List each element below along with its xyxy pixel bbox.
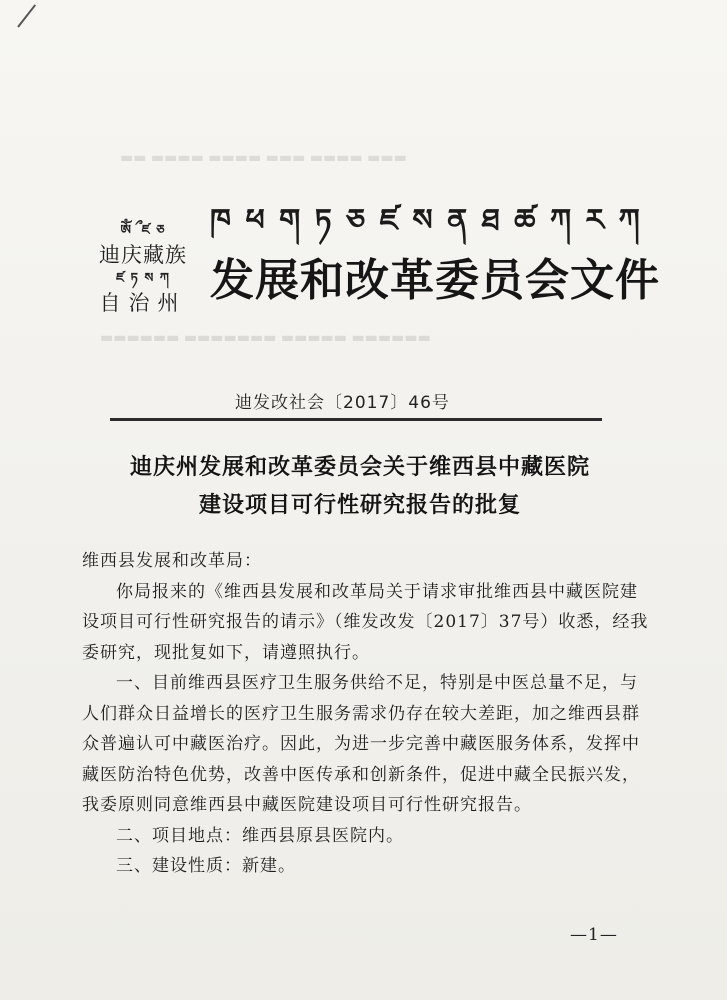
issuer-name-block (95, 222, 191, 318)
header-divider (110, 418, 602, 421)
document-title: 发展和改革委员会文件 (210, 255, 660, 306)
issuer-name-line1: 迪庆藏族 (99, 243, 187, 267)
paragraph-1: 你局报来的《维西县发展和改革局关于请求审批维西县中藏医院建设项目可行性研究报告的请示》（维发改发〔2017〕37号）收悉，经我委研究，现批复如下，请遵照执行。 (82, 581, 649, 663)
document-header (210, 196, 660, 312)
paragraph-3: 二、项目地点：维西县原县医院内。 (116, 825, 404, 846)
paragraph-2: 一、目前维西县医疗卫生服务供给不足，特别是中医总量不足，与人们群众日益增长的医疗卫生服务需求仍存在较大差距，加之维西县群众普遍认可中藏医治疗。因此，为进一步完善中藏医服务体系，发挥中藏医防治特色优势，改善中医传承和创新条件，促进中藏全民振兴发，我委原则同意维西县中藏医院建设项目可行性研究报告。 (82, 673, 640, 815)
document-body (82, 546, 652, 882)
issuer-tibetan-line1: ༀ ྀ ཛ ཅ (120, 223, 166, 238)
paragraph-4: 三、建设性质：新建。 (116, 856, 296, 876)
bleed-through-texture: ▬▬ ▬▬▬▬ ▬▬▬▬ ▬▬▬ ▬▬▬▬ ▬▬▬ (120, 150, 407, 166)
scan-mark (17, 4, 36, 27)
document-number: 迪发改社会〔2017〕46号 (235, 393, 450, 413)
addressee: 维西县发展和改革局： (82, 551, 262, 571)
reply-title-line1: 迪庆州发展和改革委员会关于维西县中藏医院 (129, 454, 590, 480)
page-number: —1— (570, 925, 618, 945)
reply-title-line2: 建设项目可行性研究报告的批复 (198, 492, 521, 518)
issuer-name-line2: 自治州 (99, 291, 187, 315)
bleed-through-texture: ▬▬▬▬▬▬ ▬▬▬▬▬▬▬ ▬▬▬▬▬ ▬▬▬▬▬▬ (100, 330, 431, 346)
issuer-tibetan-line2: ཛ ཏ ས ཀ (116, 271, 170, 286)
reply-title (60, 448, 660, 524)
tibetan-title: ཁ ཕ ག ཏ ཅ ཛ ས ན ཐ ཚ ཀ ར ཀ (210, 203, 642, 238)
